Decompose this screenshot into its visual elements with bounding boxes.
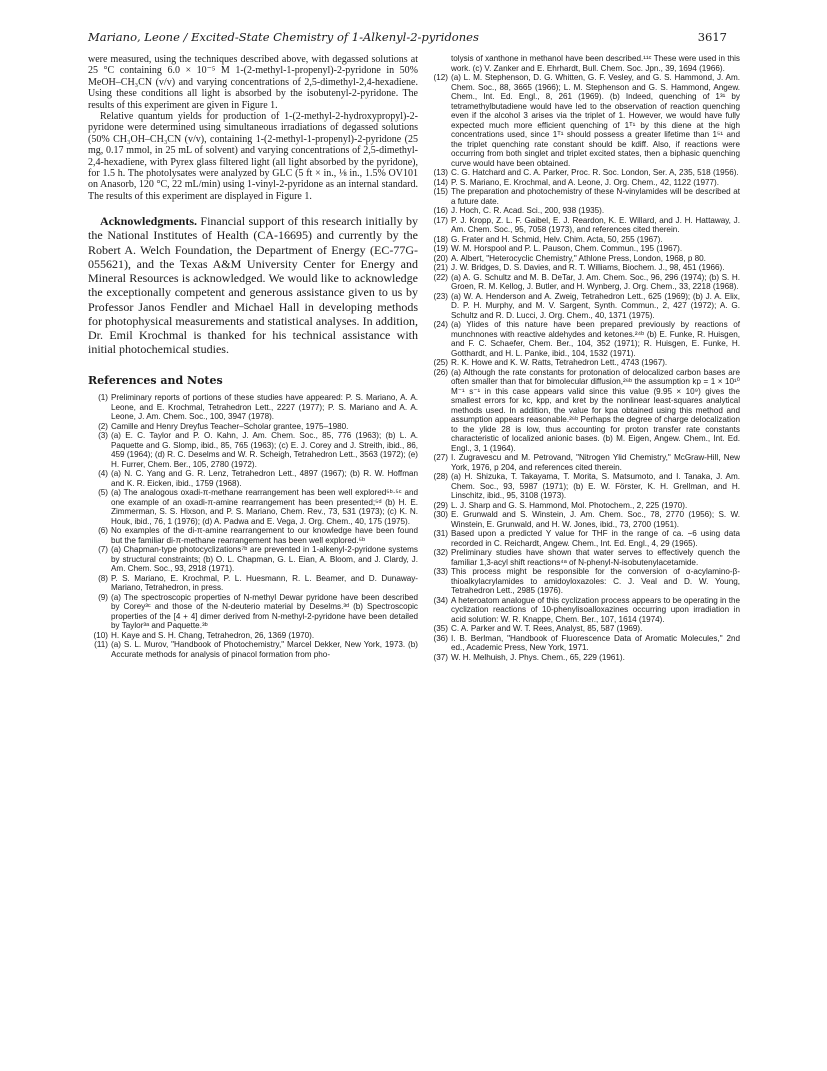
reference-text: Camille and Henry Dreyfus Teacher–Scholar grantee, 1975–1980. (111, 421, 349, 431)
reference-number: (27) (433, 453, 448, 462)
reference-item (428, 254, 740, 264)
acknowledgments (88, 214, 418, 356)
reference-number: (18) (433, 234, 448, 244)
reference-item (88, 631, 418, 641)
reference-number: (5) (98, 488, 108, 498)
reference-item (428, 54, 740, 73)
reference-item (428, 168, 740, 178)
reference-text: (a) Chapman-type photocyclizations⁷ᵇ are prevented in 1-alkenyl-2-pyridone systems by structural constraints; (b) O. L. Chapman, G. L. Eian, A. Bloom, and J. Clardy, J. Am. Chem. Soc., 93, 2918 (1971). (111, 545, 418, 574)
reference-text: The preparation and photochemistry of these N-vinylamides will be described at a future date. (451, 187, 740, 206)
reference-number: (4) (98, 469, 108, 479)
reference-number: (19) (433, 244, 448, 253)
reference-text: P. J. Kropp, Z. L. F. Gaibel, E. J. Reardon, K. E. Willard, and J. H. Hattaway, J. Am. Chem. Soc., 95, 7058 (1973), and references cited therein. (451, 215, 740, 234)
reference-number: (24) (433, 320, 448, 329)
reference-item (428, 206, 740, 216)
reference-item (428, 453, 740, 472)
reference-item (428, 320, 740, 358)
references-heading: References and Notes (88, 374, 223, 388)
reference-text: C. A. Parker and W. T. Rees, Analyst, 85, 587 (1969). (451, 624, 643, 633)
reference-number: (13) (433, 168, 448, 177)
reference-item (88, 469, 418, 488)
reference-item (88, 393, 418, 422)
reference-text: I. B. Berlman, "Handbook of Fluorescence Data of Aromatic Molecules," 2nd ed., Academic Press, New York, 1971. (451, 633, 740, 652)
reference-item (428, 624, 740, 634)
reference-text: (a) A. G. Schultz and M. B. DeTar, J. Am. Chem. Soc., 96, 296 (1974); (b) S. H. Groen, R. M. Kellog, J. Butler, and H. Wynberg, J. Org. Chem., 33, 2218 (1968). (451, 272, 740, 291)
reference-number: (17) (433, 215, 448, 225)
reference-number: (1) (98, 393, 108, 403)
reference-text: R. K. Howe and K. W. Ratts, Tetrahedron Lett., 4743 (1967). (451, 358, 668, 367)
reference-number: (7) (98, 545, 108, 555)
reference-text: P. S. Mariano, E. Krochmal, and A. Leone, J. Org. Chem., 42, 1122 (1977). (451, 177, 719, 187)
reference-text: A. Albert, "Heterocyclic Chemistry," Athlone Press, London, 1968, p 80. (451, 253, 706, 263)
page-number: 3617 (697, 30, 727, 44)
reference-number: (20) (433, 253, 448, 263)
reference-number: (28) (433, 472, 448, 481)
reference-number: (15) (433, 187, 448, 196)
reference-text: P. S. Mariano, E. Krochmal, P. L. Huesmann, R. L. Beamer, and D. Dunaway-Mariano, Tetrahedron, in press. (111, 573, 418, 593)
reference-item (428, 567, 740, 596)
reference-item (428, 472, 740, 501)
acknowledgments-label: Acknowledgments. (100, 214, 198, 229)
reference-number: (21) (433, 263, 448, 272)
reference-text: W. M. Horspool and P. L. Pauson, Chem. Commun., 195 (1967). (451, 244, 683, 253)
references-list-left (88, 393, 418, 659)
reference-item (88, 545, 418, 574)
reference-item (88, 593, 418, 631)
reference-number: (36) (433, 633, 448, 643)
reference-number: (2) (98, 421, 108, 431)
reference-item (428, 263, 740, 273)
reference-text: (a) N. C. Yang and G. R. Lenz, Tetrahedron Lett., 4897 (1967); (b) R. W. Hoffman and K. R. Eicken, ibid., 1759 (1968). (111, 469, 418, 488)
reference-number: (29) (433, 500, 448, 510)
reference-number: (26) (433, 367, 448, 377)
reference-text: Preliminary studies have shown that water serves to effectively quench the familiar 1,3-acyl shift reactions⁴ᵃ of N-phenyl-N-isobutenylacetamide. (451, 548, 740, 567)
acknowledgments-text: Financial support of this research initially by the National Institutes of Health (CA-16695) and currently by the Robert A. Welch Foundation, the Department of Energy (EC-77G-055621), and the Texas A&M University Center for Energy and Mineral Resources is acknowledged. We would like to acknowledge the exceptionally competent and generous assistance given to us by Professor Janos Fendler and Michael Hall in developing methods for photophysical measurements and statistical analyses. In addition, Dr. Emil Krochmal is thanked for his technical assistance with initial photochemical studies. (88, 214, 418, 357)
reference-item (428, 596, 740, 625)
reference-text: This process might be responsible for the conversion of α-acylamino-β-thioalkylacrylamides to amidoyloxazoles: C. J. Veal and D. W. Young, Tetrahedron Lett., 2985 (1976). (451, 567, 740, 595)
references-list-right (428, 54, 740, 662)
reference-text: E. Grunwald and S. Winstein, J. Am. Chem. Soc., 78, 2770 (1956); S. W. Winstein, E. Grunwald, and H. W. Jones, ibid., 73, 2700 (1951). (451, 510, 740, 529)
reference-number: (9) (98, 592, 108, 602)
reference-item (88, 422, 418, 432)
reference-text: I. Zugravescu and M. Petrovand, "Nitrogen Ylid Chemistry," McGraw-Hill, New York, 1976, p 204, and references cited therein. (451, 453, 740, 472)
reference-item (428, 358, 740, 368)
reference-number: (34) (433, 595, 448, 605)
reference-number: (25) (433, 358, 448, 367)
reference-number: (12) (433, 73, 448, 82)
reference-item (428, 501, 740, 511)
running-title: Mariano, Leone / Excited-State Chemistry of 1-Alkenyl-2-pyridones (88, 30, 479, 44)
reference-number: (16) (433, 206, 448, 215)
reference-number: (10) (93, 630, 108, 640)
reference-text: (a) H. Shizuka, T. Takayama, T. Morita, S. Matsumoto, and I. Tanaka, J. Am. Chem. Soc., 93, 5987 (1971); (b) E. W. Förster, K. H. Grellman, and H. Linschitz, ibid., 95, 3108 (1973). (451, 472, 740, 500)
reference-number: (11) (94, 640, 108, 650)
reference-item (428, 187, 740, 206)
reference-item (88, 488, 418, 526)
reference-text: (a) L. M. Stephenson, D. G. Whitten, G. F. Vesley, and G. S. Hammond, J. Am. Chem. Soc., 88, 3665 (1966); L. M. Stephenson and G. S. Hammond, Angew. Chem., Int. Ed. Engl., 8, 261 (1969). (b) Indeed, quenching of 1³¹ by tetramethylbutadiene would have led to the observation of reaction quenching even if the alcohol 3 arises via the triplet of 1. However, we would have fully expected much more efficient quenching of 1ᵀ¹ by this diene at the high concentrations used, since 1ᵀ¹ should possess a greater lifetime than 1⁵¹ and the triplet quenching rate constant should be kdiff. Also, if reactions were occurring from both singlet and triplet excited states, then a biphasic quenching curve would have been obtained. (451, 73, 740, 168)
reference-item (428, 273, 740, 292)
reference-item (428, 178, 740, 188)
reference-text: Preliminary reports of portions of these studies have appeared: P. S. Mariano, A. A. Leone, and E. Krochmal, Tetrahedron Lett., 2227 (1977); P. S. Mariano and A. A. Leone, J. Am. Chem. Soc., 100, 3947 (1978). (111, 393, 418, 422)
reference-number: (14) (433, 177, 448, 187)
reference-number: (8) (98, 573, 108, 583)
reference-item (88, 574, 418, 593)
reference-text: J. Hoch, C. R. Acad. Sci., 200, 938 (1935). (451, 206, 605, 215)
reference-text: W. H. Melhuish, J. Phys. Chem., 65, 229 (1961). (451, 652, 625, 662)
reference-item (428, 634, 740, 653)
reference-number: (23) (433, 291, 448, 301)
experimental-paragraph: were measured, using the techniques described above, with degassed solutions at 25 °C containing 6.0 × 10⁻⁵ M 1-(2-methyl-1-propenyl)-2-pyridone in 50% MeOH–CH₃CN (v/v) and varying concentrations of 2,5-dimethyl-2,4-hexadiene. Using these conditions all light is absorbed by the isobutenyl-2-pyridone. The results of this experiment are given in Figure 1. (88, 54, 418, 111)
reference-text: tolysis of xanthone in methanol have been described.¹¹ᶜ These were used in this work. (c) V. Zanker and E. Ehrhardt, Bull. Chem. Soc. Jpn., 39, 1694 (1966). (451, 54, 740, 73)
reference-item (428, 244, 740, 254)
reference-number: (22) (433, 272, 448, 282)
reference-number: (37) (433, 652, 448, 662)
reference-number: (6) (98, 526, 108, 536)
reference-item (428, 73, 740, 168)
reference-text: (a) The spectroscopic properties of N-methyl Dewar pyridone have been described by Corey³ᶜ and those of the N-deuterio material by Deselms.³ᵈ (b) Spectroscopic properties of the [4 + 4] dimer derived from N-methyl-2-pyridone have been detailed by Taylor³ᵃ and Paquette.³ᵇ (111, 592, 418, 631)
reference-text: H. Kaye and S. H. Chang, Tetrahedron, 26, 1369 (1970). (111, 630, 315, 640)
reference-item (428, 292, 740, 321)
reference-text: G. Frater and H. Schmid, Helv. Chim. Acta, 50, 255 (1967). (451, 234, 663, 244)
reference-item (428, 216, 740, 235)
right-column (428, 54, 740, 662)
reference-item (428, 529, 740, 548)
reference-text: (a) Although the rate constants for protonation of delocalized carbon bases are often smaller than that for bimolecular diffusion,²⁶ᵇ the assumption kp = 1 × 10¹⁰ M⁻¹ s⁻¹ in this case appears valid since this value (9.95 × 10⁹) gives the smallest errors for kc, kpp, and kret by the nonlinear least-squares analytical methods used. In addition, the value for kpa obtained using this method and assumption appears reasonable.²⁶ᵇ Perhaps the degree of charge delocalization to the ylide 28 is low, thus accounting for proton transfer rate constants characteristic of localized anionic bases. (b) M. Eigen, Angew. Chem., Int. Ed. Engl., 3, 1 (1964). (451, 367, 740, 453)
reference-text: (a) The analogous oxadi-π-methane rearrangement has been well explored⁵ᵇ·⁵ᶜ and one example of an oxadi-π-amine rearrangement has been presented;⁵ᵈ (b) H. E. Zimmerman, S. S. Hixson, and P. S. Mariano, Chem. Rev., 73, 531 (1973); (c) K. N. Houk, ibid., 76, 1 (1976); (d) A. Padwa and E. Vega, J. Org. Chem., 40, 175 (1975). (111, 488, 418, 526)
reference-number: (30) (433, 510, 448, 519)
reference-text: C. G. Hatchard and C. A. Parker, Proc. R. Soc. London, Ser. A, 235, 518 (1956). (451, 168, 739, 177)
reference-number: (35) (433, 624, 448, 633)
reference-text: (a) E. C. Taylor and P. O. Kahn, J. Am. Chem. Soc., 85, 776 (1963); (b) L. A. Paquette and G. Slomp, ibid., 85, 765 (1963); (c) E. J. Corey and J. Streith, ibid., 86, 459 (1964); (d) R. C. Deselms and W. R. Scheigh, Tetrahedron Lett., 3563 (1972); (e) H. Furrer, Chem. Ber., 105, 2780 (1972). (111, 431, 418, 469)
reference-item (428, 235, 740, 245)
reference-item (428, 368, 740, 454)
reference-item (428, 548, 740, 567)
reference-number: (3) (98, 431, 108, 441)
reference-item (428, 510, 740, 529)
reference-number: (31) (433, 529, 448, 538)
reference-text: J. W. Bridges, D. S. Davies, and R. T. Williams, Biochem. J., 98, 451 (1966). (451, 263, 725, 272)
reference-text: (a) Ylides of this nature have been prepared previously by reactions of munchnones with reactive aldehydes and ketones.²⁴ᵇ (b) E. Funke, R. Huisgen, and F. C. Schaefer, Chem. Ber., 104, 352 (1971); R. Huisgen, E. Funke, H. Gotthardt, and H. L. Panke, ibid., 104, 1532 (1971). (451, 320, 740, 358)
reference-text: A heteroatom analogue of this cyclization process appears to be operating in the cyclization reactions of 10-phenylisoalloxazines occurring upon irradiation in acid solution: W. R. Knappe, Chem. Ber., 107, 1614 (1974). (451, 595, 740, 624)
reference-text: Based upon a predicted Y value for THF in the range of ca. −6 using data recorded in C. Reichardt, Angew. Chem., Int. Ed. Engl., 4, 29 (1965). (451, 529, 740, 548)
reference-text: (a) W. A. Henderson and A. Zweig, Tetrahedron Lett., 625 (1969); (b) J. A. Elix, D. P. H. Murphy, and M. V. Sargent, Synth. Commun., 2, 427 (1972); A. G. Schultz and R. D. Lucci, J. Org. Chem., 40, 1371 (1975). (451, 291, 740, 320)
running-header (88, 30, 727, 46)
reference-text: (a) S. L. Murov, "Handbook of Photochemistry," Marcel Dekker, New York, 1973. (b) Accurate methods for analysis of pinacol formation from pho- (111, 640, 418, 659)
quantum-yield-paragraph: Relative quantum yields for production of 1-(2-methyl-2-hydroxypropyl)-2-pyridone were determined using simultaneous irradiations of degassed solutions (50% CH₃OH–CH₃CN (v/v), containing 1-(2-methyl-1-propenyl)-2-pyridone (25 mg, 0.17 mmol, in 25 mL of solvent) and varying concentrations of 2,5-dimethyl-2,4-hexadiene, with Pyrex glass filtered light (all light absorbed by the pyridone), for 1.5 h. The photolysates were analyzed by GLC (5 ft × in., ⅛ in., 1.5% OV101 on Anasorb, 120 °C, 22 mL/min) using 1-vinyl-2-pyridone as an internal standard. The results of this experiment are displayed in Figure 1. (88, 111, 418, 202)
reference-item (88, 431, 418, 469)
reference-item (88, 640, 418, 659)
reference-number: (32) (433, 548, 448, 557)
reference-text: L. J. Sharp and G. S. Hammond, Mol. Photochem., 2, 225 (1970). (451, 500, 688, 510)
reference-number: (33) (433, 567, 448, 576)
left-column (88, 54, 418, 659)
reference-text: No examples of the di-π-amine rearrangement to our knowledge have been found but the familiar di-π-methane rearrangement has been well explored.⁵ᵇ (111, 526, 418, 545)
reference-item (88, 526, 418, 545)
reference-item (428, 653, 740, 663)
